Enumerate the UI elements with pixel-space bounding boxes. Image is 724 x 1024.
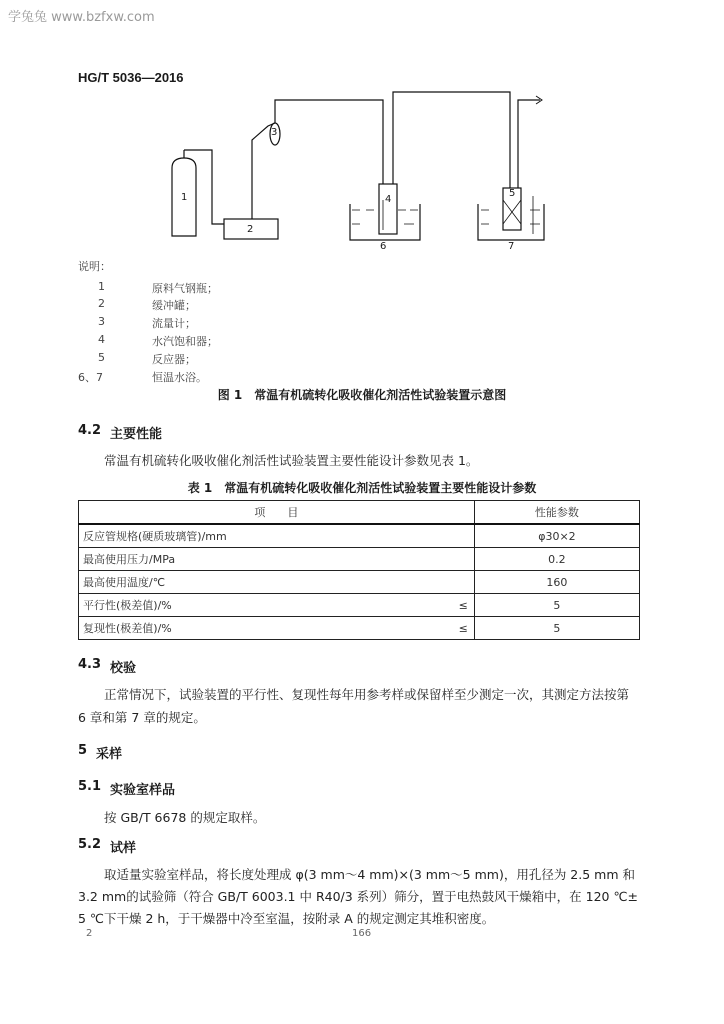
watermark: 学兔兔 www.bzfxw.com: [8, 10, 155, 25]
table-row: [79, 524, 640, 548]
label-3: 3: [271, 127, 278, 138]
section-5-2-line1: 取适量实验室样品，将长度处理成 φ(3 mm～4 mm)×(3 mm～5 mm)，用孔径为 2.5 mm 和: [104, 867, 635, 882]
spec-table: [78, 500, 640, 640]
table-header-value: 性能参数: [474, 501, 639, 525]
label-1: 1: [181, 192, 188, 203]
section-5-1-text: 按 GB/T 6678 的规定取样。: [104, 810, 266, 825]
legend-num: 4: [98, 333, 105, 346]
table-cell-symbol: ≤: [317, 594, 474, 617]
section-5-2-number: 5.2: [78, 837, 102, 852]
label-2: 2: [247, 224, 254, 235]
table-row: [79, 594, 640, 617]
legend-item: [78, 369, 298, 383]
table-cell-item: 最高使用温度/℃: [79, 571, 475, 594]
label-6: 6: [380, 241, 387, 252]
legend-text: 恒温水浴。: [152, 371, 207, 384]
table-cell-item: 平行性(极差值)/%: [79, 594, 318, 617]
label-7: 7: [508, 241, 515, 252]
table-row: [79, 548, 640, 571]
section-5-2-line3: 5 ℃下干燥 2 h，于干燥器中冷至室温，按附录 A 的规定测定其堆积密度。: [78, 911, 495, 926]
legend-text: 原料气钢瓶；: [152, 282, 218, 295]
legend-num: 5: [98, 351, 105, 364]
section-5-1-title: 实验室样品: [110, 783, 176, 798]
legend-item: [98, 280, 298, 294]
apparatus-diagram: [0, 0, 724, 260]
table-cell-item: 反应管规格(硬质玻璃管)/mm: [79, 524, 475, 548]
legend-text: 缓冲罐；: [152, 299, 196, 312]
legend-item: [98, 297, 298, 311]
section-4-2-title: 主要性能: [110, 427, 163, 442]
water-bath-6-shape: [350, 204, 420, 240]
table-header-item: 项 目: [79, 501, 475, 525]
table-cell-value: 160: [474, 571, 639, 594]
legend-text: 水汽饱和器；: [152, 335, 218, 348]
table-row: [79, 617, 640, 640]
label-5: 5: [509, 188, 516, 199]
table-cell-value: 5: [474, 594, 639, 617]
table-cell-value: 5: [474, 617, 639, 640]
section-5-2-line2: 3.2 mm的试验筛（符合 GB/T 6003.1 中 R40/3 系列）筛分，置于电热鼓风干燥箱中，在 120 ℃±: [78, 889, 638, 904]
section-4-3-number: 4.3: [78, 657, 102, 672]
section-4-2-text: 常温有机硫转化吸收催化剂活性试验装置主要性能设计参数见表 1。: [104, 453, 479, 468]
label-4: 4: [385, 194, 392, 205]
legend-text: 流量计；: [152, 317, 196, 330]
table-header-row: [79, 501, 640, 525]
section-5-1-number: 5.1: [78, 779, 102, 794]
table-cell-symbol: ≤: [317, 617, 474, 640]
figure-caption: 图 1 常温有机硫转化吸收催化剂活性试验装置示意图: [217, 388, 507, 402]
table-row: [79, 571, 640, 594]
page-number-left: 2: [86, 928, 93, 939]
table-cell-value: φ30×2: [474, 524, 639, 548]
section-5-2-title: 试样: [110, 841, 137, 856]
water-bath-7-shape: [478, 204, 544, 240]
standard-number: HG/T 5036—2016: [78, 70, 184, 85]
table-cell-item: 复现性(极差值)/%: [79, 617, 318, 640]
legend-item: [98, 333, 298, 347]
section-5-number: 5: [78, 743, 88, 758]
legend-title: 说明：: [78, 260, 111, 273]
legend-text: 反应器；: [152, 353, 196, 366]
section-4-2-number: 4.2: [78, 423, 102, 438]
saturator-shape: [379, 184, 397, 234]
table-cell-item: 最高使用压力/MPa: [79, 548, 475, 571]
legend-num: 1: [98, 280, 105, 293]
legend-num: 3: [98, 315, 105, 328]
legend-num: 6、7: [78, 371, 103, 384]
section-5-title: 采样: [96, 747, 123, 762]
legend-item: [98, 351, 298, 365]
page-number-center: 166: [352, 928, 372, 939]
legend-num: 2: [98, 297, 105, 310]
section-4-3-title: 校验: [110, 661, 137, 676]
legend-item: [98, 315, 298, 329]
table-caption: 表 1 常温有机硫转化吸收催化剂活性试验装置主要性能设计参数: [187, 481, 537, 495]
table-cell-value: 0.2: [474, 548, 639, 571]
section-4-3-line2: 6 章和第 7 章的规定。: [78, 710, 206, 725]
section-4-3-line1: 正常情况下，试验装置的平行性、复现性每年用参考样或保留样至少测定一次，其测定方法按第: [104, 687, 630, 702]
